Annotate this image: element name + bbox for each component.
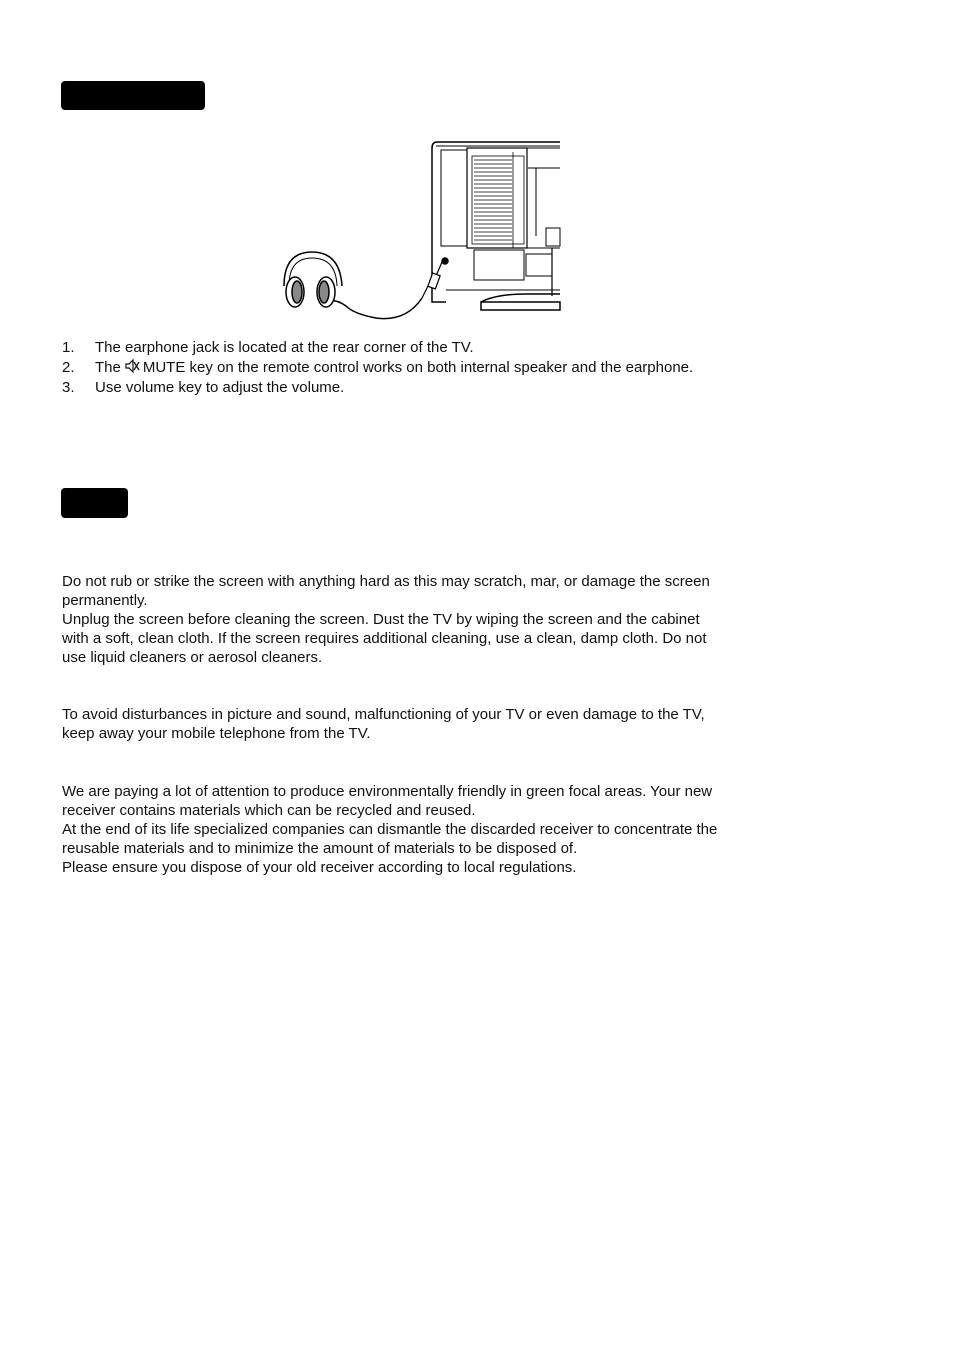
paragraph-line: permanently. [62,592,148,609]
paragraph-line: use liquid cleaners or aerosol cleaners. [62,649,323,666]
step-number: 1. [62,339,75,356]
earphone-steps-list [62,338,822,398]
environment-paragraph [62,782,822,877]
mobile-phone-paragraph [62,705,822,743]
care-section-heading [61,488,128,518]
earphone-connection-illustration [276,136,566,322]
paragraph-line: Please ensure you dispose of your old receiver according to local regulations. [62,859,577,876]
paragraph-line: At the end of its life specialized companies can dismantle the discarded receiver to concentrate the [62,821,718,838]
step-text-pre: The [95,359,121,376]
earphone-section-heading [61,81,205,110]
paragraph-line: with a soft, clean cloth. If the screen requires additional cleaning, use a clean, damp cloth. Do not [62,630,707,647]
paragraph-line: We are paying a lot of attention to produce environmentally friendly in green focal areas. Your new [62,783,713,800]
paragraph-line: To avoid disturbances in picture and sound, malfunctioning of your TV or even damage to the TV, [62,706,705,723]
list-item [62,358,822,378]
step-number: 3. [62,379,75,396]
paragraph-line: keep away your mobile telephone from the TV. [62,725,371,742]
screen-care-paragraph [62,572,822,667]
list-item [62,378,822,398]
mute-icon [124,358,140,374]
step-text: The earphone jack is located at the rear corner of the TV. [95,339,474,356]
step-number: 2. [62,359,75,376]
step-text-post: MUTE key on the remote control works on both internal speaker and the earphone. [142,359,694,376]
step-text: Use volume key to adjust the volume. [95,379,345,396]
paragraph-line: Unplug the screen before cleaning the screen. Dust the TV by wiping the screen and the cabinet [62,611,700,628]
list-item [62,338,822,358]
paragraph-line: receiver contains materials which can be recycled and reused. [62,802,476,819]
paragraph-line: reusable materials and to minimize the amount of materials to be disposed of. [62,840,578,857]
paragraph-line: Do not rub or strike the screen with anything hard as this may scratch, mar, or damage the screen [62,573,710,590]
